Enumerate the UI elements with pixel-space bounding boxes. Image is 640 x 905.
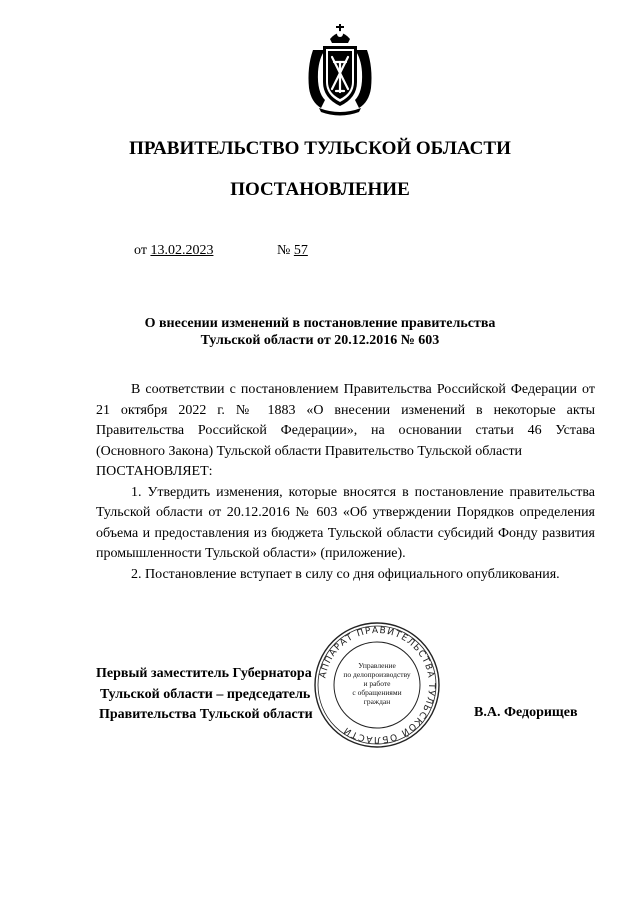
- signer-position-line-2: Тульской области – председатель: [100, 686, 311, 702]
- subject-line-2: Тульской области от 20.12.2016 № 603: [200, 333, 440, 348]
- signer-position: [96, 664, 313, 726]
- number-prefix: №: [277, 243, 291, 258]
- document-date: [134, 243, 213, 259]
- signer-name: В.А. Федорищев: [474, 705, 578, 720]
- seal-line-5: граждан: [363, 697, 391, 706]
- seal-line-2: по делопроизводству: [343, 670, 411, 679]
- resolves-text: ПОСТАНОВЛЯЕТ:: [96, 464, 213, 479]
- preamble-paragraph: [96, 380, 595, 483]
- item-2-paragraph: 2. Постановление вступает в силу со дня официального опубликования.: [131, 566, 560, 582]
- seal-ring-text: АППАРАТ ПРАВИТЕЛЬСТВА ТУЛЬСКОЙ ОБЛАСТИ: [318, 625, 437, 745]
- document-body: [96, 380, 595, 585]
- signer-position-line-1: Первый заместитель Губернатора: [96, 666, 312, 681]
- seal-line-1: Управление: [358, 661, 396, 670]
- seal-line-4: с обращениями: [352, 688, 402, 697]
- item-1-paragraph: 1. Утвердить изменения, которые вносятся в постановление правительства Тульской области от 20.12.2016 № 603 «Об утверждении Порядков определения объема и предоставления из бюджета Тульской области субсидий Фонду развития промышленности Тульской области» (приложение).: [96, 484, 595, 561]
- seal-center-text: [342, 661, 412, 706]
- document-subject: [60, 315, 580, 349]
- document-type: ПОСТАНОВЛЕНИЕ: [230, 179, 410, 200]
- subject-line-1: О внесении изменений в постановление правительства: [144, 316, 496, 331]
- coat-of-arms-icon: [299, 22, 381, 116]
- number-value: 57: [293, 243, 308, 258]
- date-value: 13.02.2023: [150, 243, 214, 258]
- government-title: ПРАВИТЕЛЬСТВО ТУЛЬСКОЙ ОБЛАСТИ: [129, 138, 511, 159]
- preamble-text: В соответствии с постановлением Правительства Российской Федерации от 21 октября 2022 г. № 1883 «О внесении изменений в некоторые акты Правительства Российской Федерации», на основании статьи 46 Устава (Основного Закона) Тульской области Правительство Тульской области: [96, 382, 595, 459]
- date-prefix: от: [134, 243, 147, 258]
- seal-line-3: и работе: [363, 679, 391, 688]
- document-number: [277, 243, 308, 259]
- signer-position-line-3: Правительства Тульской области: [99, 707, 313, 722]
